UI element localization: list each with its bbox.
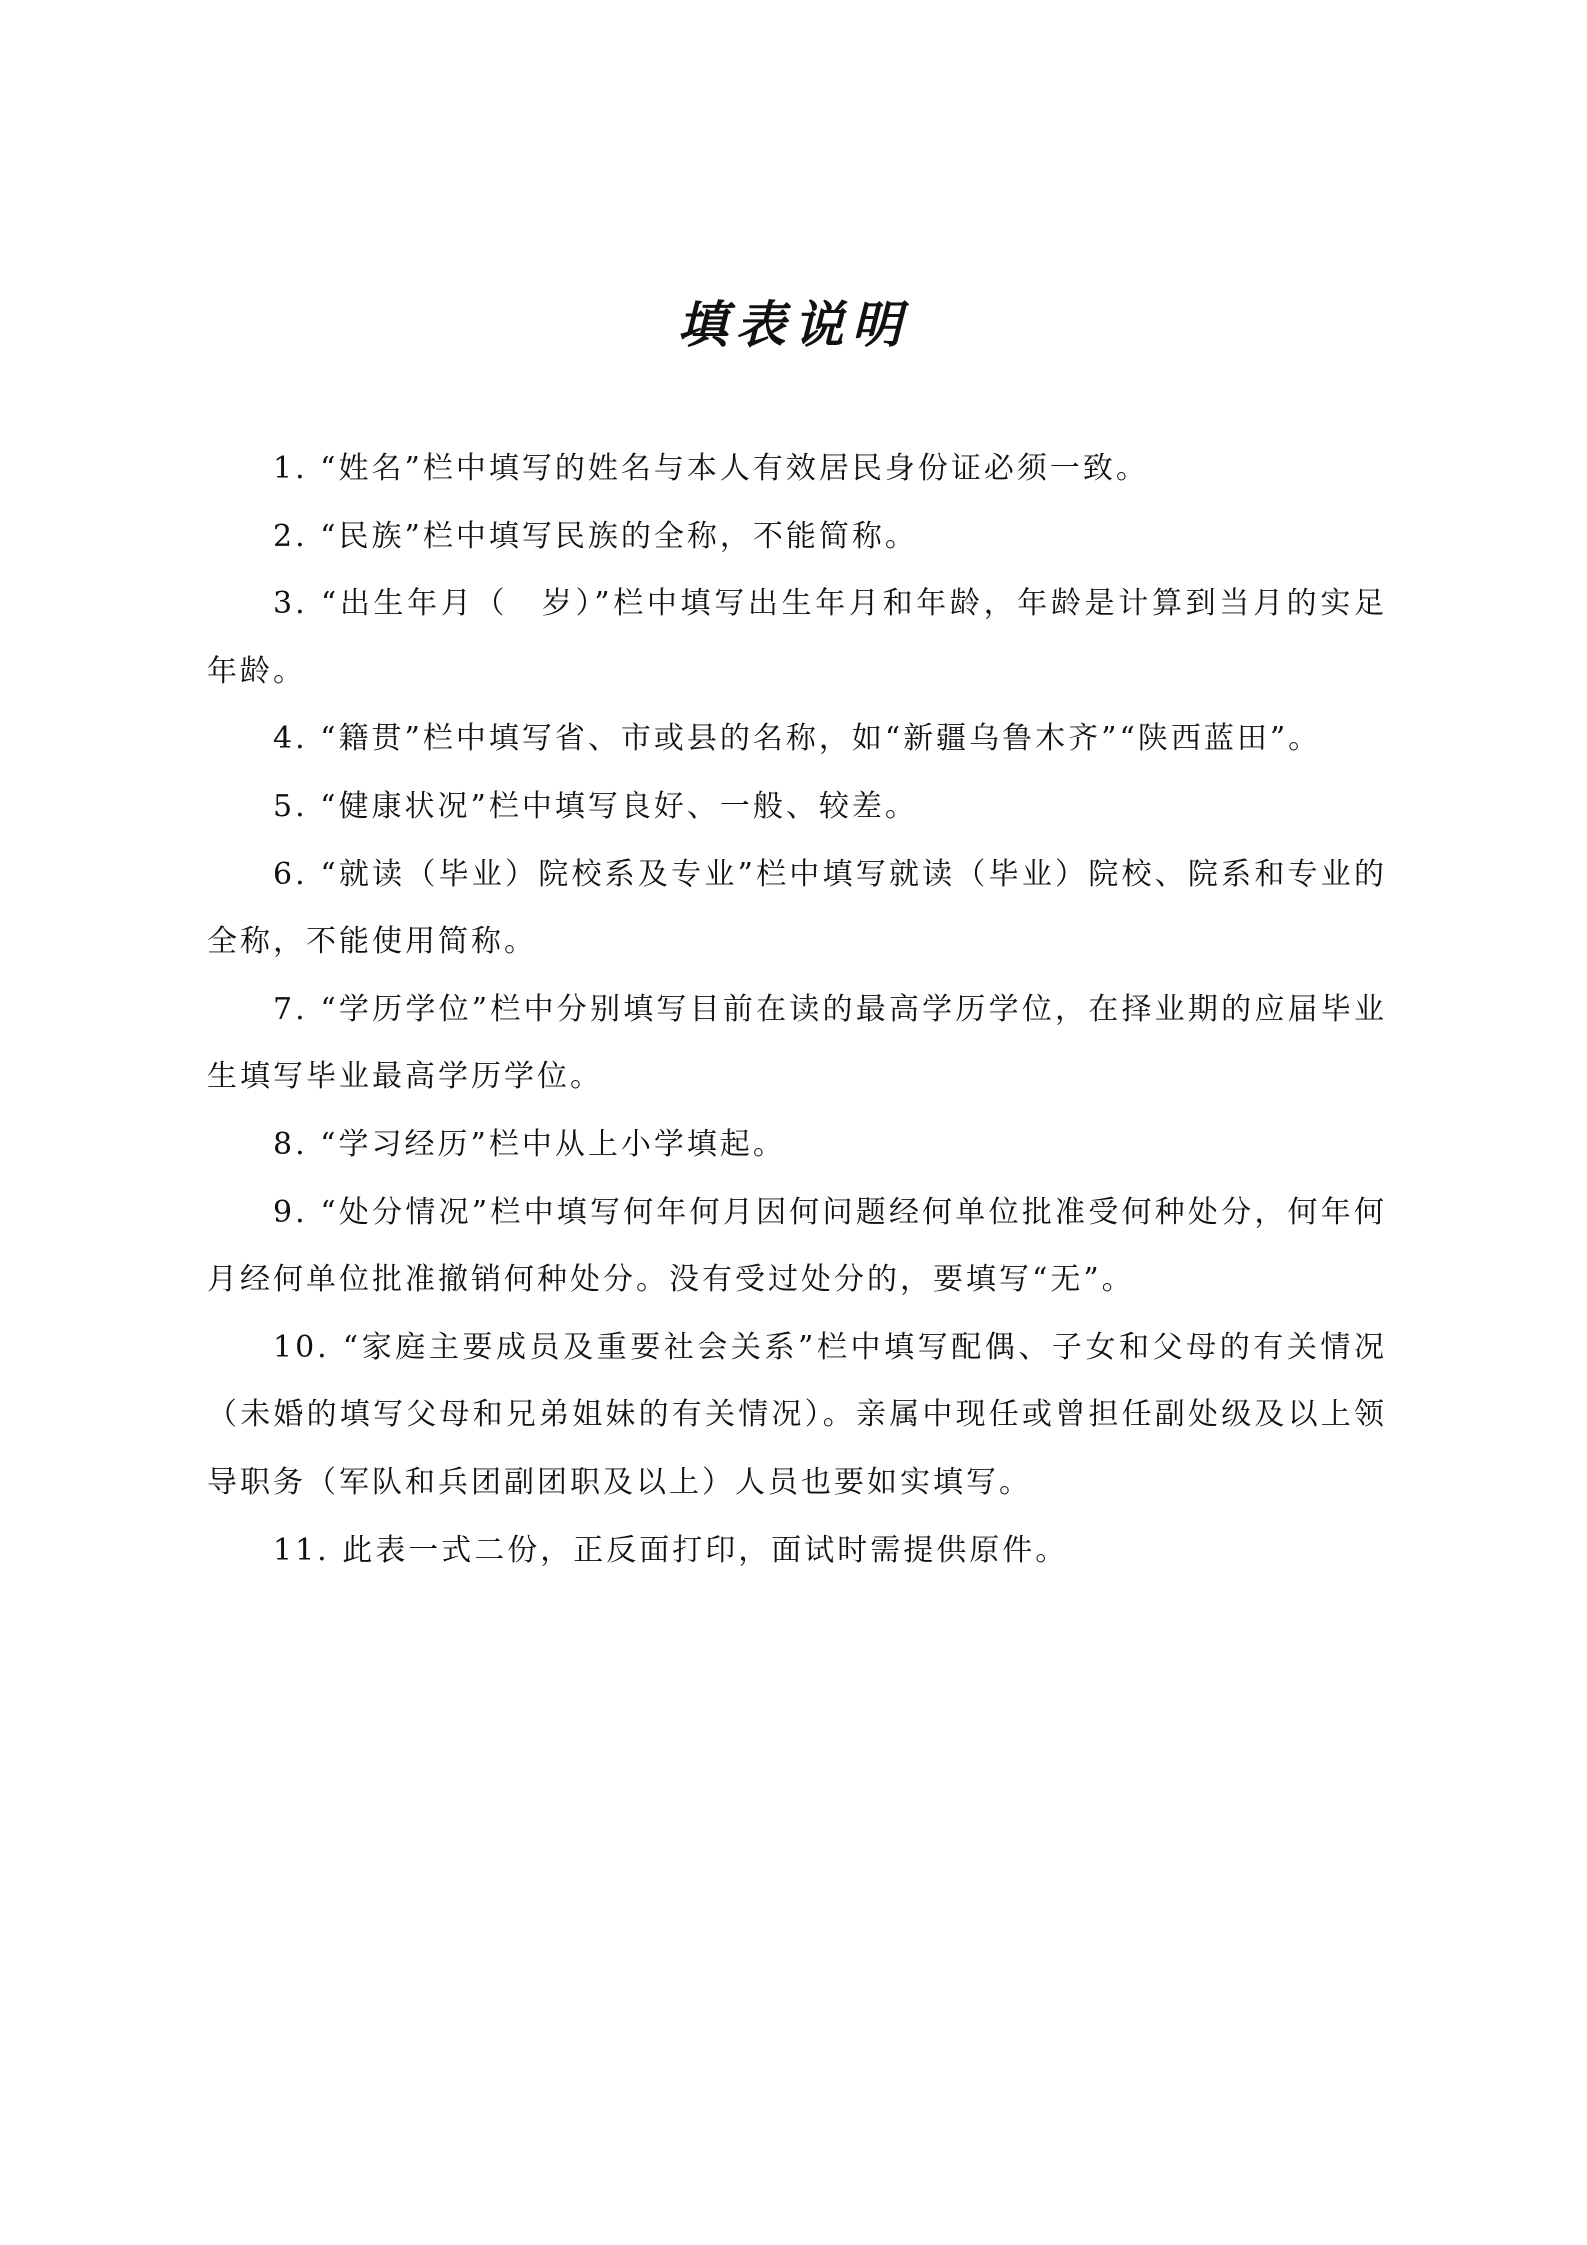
instruction-item-11: 11. 此表一式二份，正反面打印，面试时需提供原件。 [273,1532,1069,1568]
page-title: 填表说明 [677,295,910,354]
instruction-item-1: 1. “姓名”栏中填写的姓名与本人有效居民身份证必须一致。 [273,451,1149,486]
instruction-item-5: 5. “健康状况”栏中填写良好、一般、较差。 [273,788,918,824]
instruction-item-6: 6. “就读（毕业）院校系及专业”栏中填写就读（毕业）院校、院系和专业的全称，不能使用简称。 [207,856,1387,960]
instruction-item-3: 3. “出生年月（ 岁）”栏中填写出生年月和年龄，年龄是计算到当月的实足年龄。 [207,586,1387,689]
instructions-list [207,435,1387,1584]
instruction-item-7: 7. “学历学位”栏中分别填写目前在读的最高学历学位，在择业期的应届毕业生填写毕业最高学历学位。 [207,991,1387,1095]
instruction-item-10: 10. “家庭主要成员及重要社会关系”栏中填写配偶、子女和父母的有关情况（未婚的填写父母和兄弟姐妹的有关情况）。亲属中现任或曾担任副处级及以上领导职务（军队和兵团副团职及以上）人员也要如实填写。 [207,1329,1387,1500]
instruction-item-9: 9. “处分情况”栏中填写何年何月因何问题经何单位批准受何种处分，何年何月经何单位批准撤销何种处分。没有受过处分的，要填写“无”。 [207,1194,1387,1298]
instruction-item-8: 8. “学习经历”栏中从上小学填起。 [273,1126,786,1162]
instruction-item-2: 2. “民族”栏中填写民族的全称，不能简称。 [273,518,918,554]
instruction-item-4: 4. “籍贯”栏中填写省、市或县的名称，如“新疆乌鲁木齐”“陕西蓝田”。 [273,721,1322,757]
